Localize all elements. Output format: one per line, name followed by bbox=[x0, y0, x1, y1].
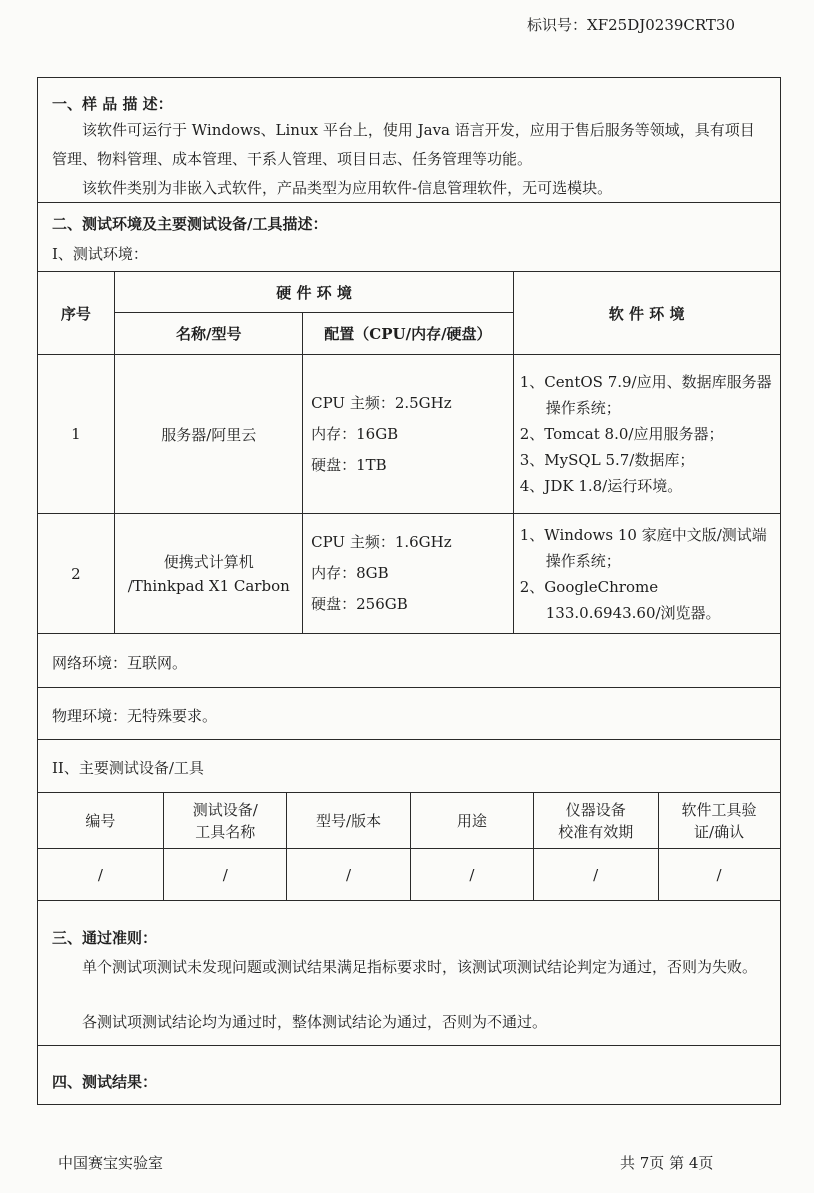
config-line: 硬盘：256GB bbox=[311, 595, 408, 613]
network-env: 网络环境：互联网。 bbox=[52, 654, 188, 672]
equip-cell: / bbox=[164, 849, 287, 901]
header-line: 校准有效期 bbox=[558, 822, 634, 841]
header-line: 证/确认 bbox=[694, 822, 745, 841]
row2-seq: 2 bbox=[37, 514, 115, 634]
header-line: 仪器设备 bbox=[565, 800, 626, 819]
header-line: 编号 bbox=[85, 811, 116, 830]
document-id bbox=[527, 14, 735, 35]
equip-header-validation bbox=[658, 793, 780, 849]
document-id-label: 标识号： bbox=[527, 16, 588, 34]
header-line: 测试设备/ bbox=[192, 800, 258, 819]
divider bbox=[38, 202, 780, 203]
row2-config bbox=[303, 514, 514, 634]
row1-config bbox=[303, 355, 514, 514]
software-line: 2、GoogleChrome 133.0.6943.60/浏览器。 bbox=[519, 577, 721, 622]
software-line: 1、CentOS 7.9/应用、数据库服务器操作系统； bbox=[519, 373, 772, 417]
section4-title: 四、测试结果： bbox=[52, 1073, 158, 1091]
equip-cell: / bbox=[287, 849, 411, 901]
section1-para2: 该软件类别为非嵌入式软件，产品类型为应用软件-信息管理软件，无可选模块。 bbox=[82, 179, 613, 197]
header-seq: 序号 bbox=[37, 272, 115, 355]
test-env-label: I、测试环境： bbox=[52, 245, 148, 263]
divider bbox=[38, 687, 780, 688]
row1-seq: 1 bbox=[37, 355, 115, 514]
equip-header-calibration bbox=[533, 793, 658, 849]
section1-para1: 该软件可运行于 Windows、Linux 平台上，使用 Java 语言开发，应用于售后服务等领域，具有项目管理、物料管理、成本管理、干系人管理、项目日志、任务管理等功能。 bbox=[52, 121, 755, 168]
equipment-table bbox=[37, 792, 781, 901]
equipment-label: II、主要测试设备/工具 bbox=[52, 759, 204, 777]
equip-header-id bbox=[37, 793, 164, 849]
document-id-value: XF25DJ0239CRT30 bbox=[587, 16, 736, 34]
row1-software bbox=[513, 355, 780, 514]
divider bbox=[38, 1045, 780, 1046]
equip-cell: / bbox=[658, 849, 780, 901]
config-line: 内存：16GB bbox=[311, 424, 399, 443]
software-line: 1、Windows 10 家庭中文版/测试端操作系统； bbox=[519, 525, 767, 570]
header-line: 型号/版本 bbox=[316, 811, 382, 830]
section2-title: 二、测试环境及主要测试设备/工具描述： bbox=[52, 215, 328, 233]
equip-header-device bbox=[164, 793, 287, 849]
name-line: 便携式计算机 bbox=[163, 552, 254, 571]
section3-para1: 单个测试项测试未发现问题或测试结果满足指标要求时，该测试项测试结论判定为通过，否则为失败。 bbox=[82, 958, 758, 976]
equip-header-usage bbox=[410, 793, 533, 849]
section3-para2: 各测试项测试结论均为通过时，整体测试结论为通过，否则为不通过。 bbox=[82, 1013, 548, 1031]
config-line: CPU 主频：1.6GHz bbox=[311, 533, 452, 551]
divider bbox=[38, 739, 780, 740]
software-line: 4、JDK 1.8/运行环境。 bbox=[519, 477, 683, 495]
software-line: 2、Tomcat 8.0/应用服务器； bbox=[519, 425, 724, 443]
header-config: 配置（CPU/内存/硬盘） bbox=[303, 313, 514, 355]
section1-title: 一、样 品 描 述： bbox=[52, 95, 173, 113]
header-line: 用途 bbox=[456, 811, 487, 830]
config-line: 硬盘：1TB bbox=[311, 455, 387, 474]
header-line: 工具名称 bbox=[195, 822, 256, 841]
footer-page: 共 7页 第 4页 bbox=[620, 1154, 714, 1172]
physical-env: 物理环境：无特殊要求。 bbox=[52, 707, 218, 725]
header-hardware: 硬 件 环 境 bbox=[115, 272, 513, 313]
row2-software bbox=[513, 514, 780, 634]
table-row bbox=[37, 514, 780, 634]
equip-cell: / bbox=[533, 849, 658, 901]
software-line: 3、MySQL 5.7/数据库； bbox=[519, 451, 695, 469]
footer-org: 中国赛宝实验室 bbox=[58, 1154, 164, 1172]
header-line: 软件工具验 bbox=[681, 800, 757, 819]
row2-name bbox=[115, 514, 303, 634]
equip-header-model bbox=[287, 793, 411, 849]
config-line: 内存：8GB bbox=[311, 564, 389, 582]
header-software: 软 件 环 境 bbox=[513, 272, 780, 355]
environment-table bbox=[37, 271, 781, 634]
report-frame bbox=[37, 77, 781, 1105]
config-line: CPU 主频：2.5GHz bbox=[311, 393, 452, 412]
header-name: 名称/型号 bbox=[115, 313, 303, 355]
table-row bbox=[37, 849, 780, 901]
equip-cell: / bbox=[410, 849, 533, 901]
name-line: /Thinkpad X1 Carbon bbox=[127, 576, 290, 595]
equip-cell: / bbox=[37, 849, 164, 901]
table-row bbox=[37, 355, 780, 514]
row1-name: 服务器/阿里云 bbox=[115, 355, 303, 514]
section3-title: 三、通过准则： bbox=[52, 929, 158, 947]
